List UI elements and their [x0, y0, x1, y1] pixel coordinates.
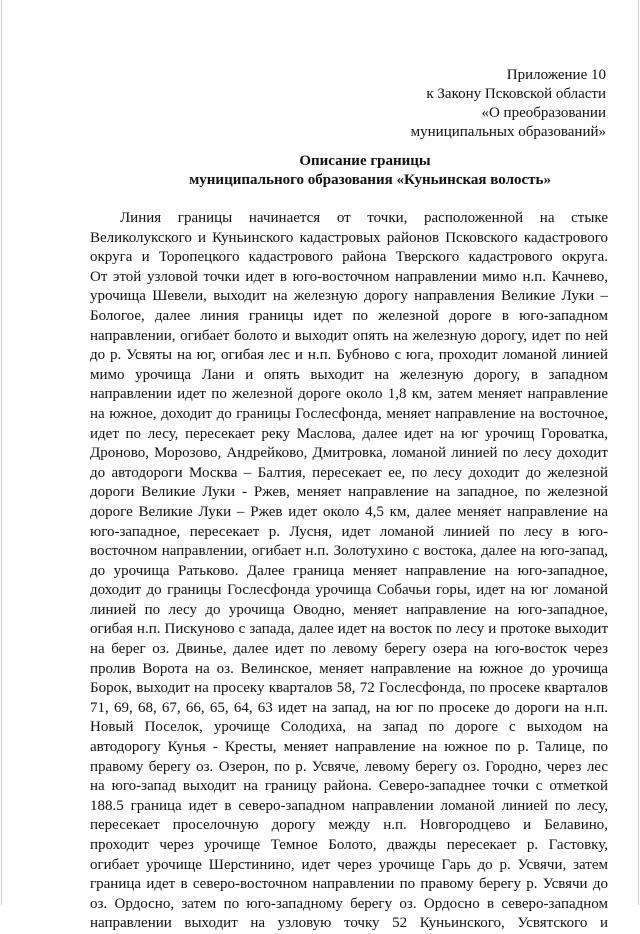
body-line: дороги Великие Луки - Ржев, меняет направление на западное, по железной — [90, 484, 608, 501]
body-line: юго-западное, пересекает р. Лусня, идет ломаной линией по лесу в юго- — [90, 523, 608, 540]
body-line: урочища Шевели, выходит на железную дорогу направления Великие Луки – — [90, 288, 608, 305]
header-line: к Закону Псковской области — [426, 86, 606, 102]
body-line: 71, 69, 68, 67, 66, 65, 64, 63 идет на запад, на юг по просеке до дороги на н.п. — [90, 699, 608, 716]
title-line: муниципального образования «Куньинская волость» — [189, 172, 551, 188]
body-line: пролив Ворота на оз. Велинское, меняет направление на южное до урочища — [90, 660, 608, 677]
header-line: Приложение 10 — [506, 67, 606, 83]
body-line: линией по лесу до урочища Оводно, меняет направление на юго-западное, — [90, 601, 608, 618]
body-line: дороге Великие Луки – Ржев идет около 4,5 км, далее меняет направление на — [90, 503, 608, 520]
body-line: Борок, выходит на просеку кварталов 58, 72 Гослесфонда, по просеке кварталов — [90, 680, 608, 697]
body-line: идет по лесу, пересекает реку Маслова, далее идет на юг урочищ Гороватка, — [90, 425, 608, 442]
body-line: направлении выходит на узловую точку 52 Куньинского, Усвятского и — [90, 915, 608, 932]
body-line: автодорогу Кунья - Кресты, меняет направление на южное по р. Талице, по — [90, 739, 608, 756]
body-line: до урочища Ратьково. Далее граница меняет направление на юго-западное, — [90, 562, 608, 579]
body-line: проходит через урочище Темное Болото, дважды пересекает р. Гастовку, — [90, 837, 608, 853]
body-line: направлении идет по железной дороге около 1,8 км, затем меняет направление — [90, 386, 608, 403]
body-line: Линия границы начинается от точки, расположенной на стыке — [120, 210, 608, 226]
header-line: муниципальных образований» — [410, 124, 606, 140]
body-line: направлении, огибает болото и выходит опять на железную дорогу, идет по ней — [90, 327, 608, 344]
body-line: на южное, доходит до границы Гослесфонда, меняет направление на восточное, — [90, 405, 608, 422]
body-line: до автодороги Москва – Балтия, пересекает ее, по лесу доходит до железной — [90, 464, 608, 481]
boundary-description-paragraph — [90, 209, 608, 934]
body-line: восточном направлении, огибает н.п. Золотухино с востока, далее на юго-запад, — [90, 543, 608, 560]
title-line: Описание границы — [299, 153, 431, 169]
body-line: Великолукского и Куньинского кадастровых районов Псковского кадастрового — [90, 229, 608, 246]
body-line: округа и Торопецкого кадастрового района Тверского кадастрового округа. — [90, 249, 608, 266]
appendix-header — [286, 66, 606, 142]
body-line: От этой узловой точки идет в юго-восточном направлении мимо н.п. Качнево, — [90, 268, 608, 285]
body-line: до р. Усвяты на юг, огибая лес и н.п. Бубново с юга, проходит ломаной линией — [90, 347, 608, 364]
document-title — [0, 152, 640, 190]
body-line: Новый Поселок, урочище Солодиха, на запад по дороге с выходом на — [90, 719, 608, 736]
scan-edge-left — [1, 0, 2, 905]
body-line: огибая н.п. Пискуново с запада, далее идет на восток по лесу и протоке выходит — [90, 621, 608, 638]
body-line: огибает урочище Шерстинино, идет через урочище Гарь до р. Усвячи, затем — [90, 856, 608, 873]
body-line: оз. Ордосно, затем по юго-западному берегу оз. Ордосно в северо-западном — [90, 895, 608, 912]
body-line: Бологое, далее линия границы идет по железной дороге в юго-западном — [90, 307, 608, 324]
header-line: «О преобразовании — [481, 105, 606, 121]
scan-edge-right — [638, 0, 639, 905]
body-line: на берег оз. Двинье, далее идет по левому берегу озера на юго-восток через — [90, 641, 608, 658]
body-line: на юго-запад выходит на границу района. Северо-западнее точки с отметкой — [90, 778, 608, 795]
body-line: доходит до границы Гослесфонда урочища Собачьи горы, идет на юг ломаной — [90, 582, 608, 599]
body-line: граница идет в северо-восточном направлении по правому берегу р. Усвячи до — [90, 876, 608, 893]
body-line: мимо урочища Лани и опять выходит на железную дорогу, в западном — [90, 366, 608, 383]
body-line: правому берегу оз. Озерон, по р. Усвяче, левому берегу оз. Городно, через лес — [90, 758, 608, 775]
body-line: Дроново, Морозово, Андрейково, Дмитровка, ломаной линией по лесу доходит — [90, 445, 608, 462]
body-line: 188.5 граница идет в северо-западном направлении ломаной линией по лесу, — [90, 797, 608, 814]
body-line: пересекает проселочную дорогу между н.п. Новгородцево и Белавино, — [90, 817, 608, 834]
